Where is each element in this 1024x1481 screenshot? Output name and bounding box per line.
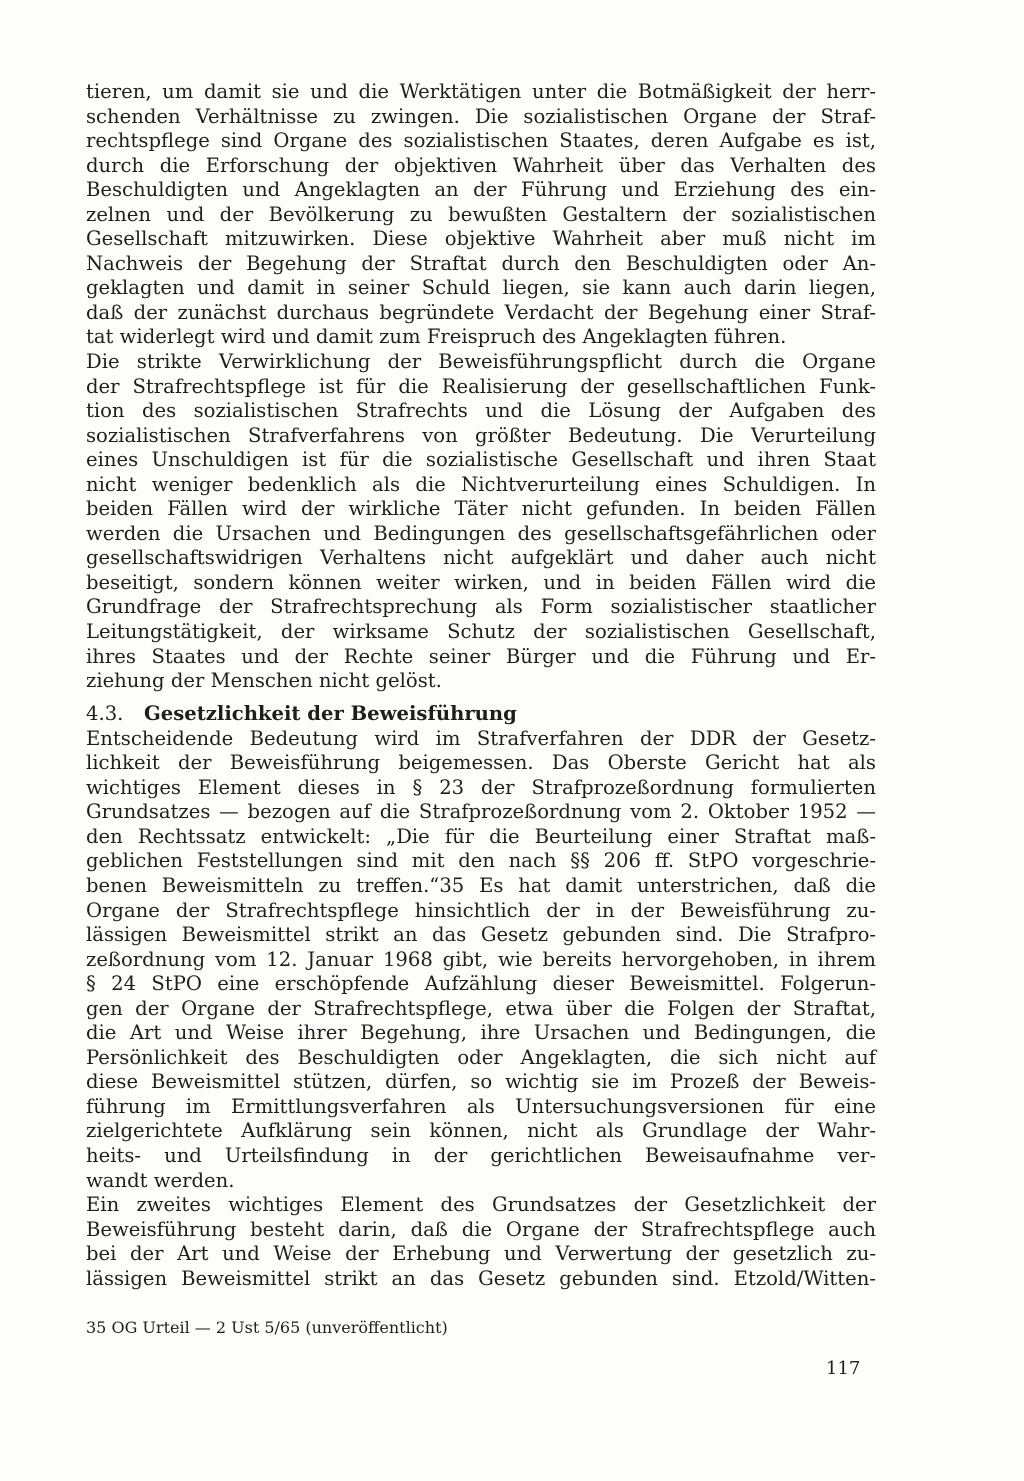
- text-line: ziehung der Menschen nicht gelöst.: [86, 669, 442, 693]
- text-line: zelnen und der Bevölkerung zu bewußten Gestaltern der sozialistischen: [86, 202, 876, 226]
- text-line: Entscheidende Bedeutung wird im Strafverfahren der DDR der Gesetz-: [86, 726, 876, 750]
- text-line: gesellschaftswidrigen Verhaltens nicht aufgeklärt und daher auch nicht: [86, 546, 876, 570]
- text-line: Nachweis der Begehung der Straftat durch den Beschuldigten oder An-: [86, 251, 876, 275]
- text-line: durch die Erforschung der objektiven Wahrheit über das Verhalten des: [86, 153, 876, 177]
- paragraph-2: [86, 350, 876, 694]
- text-line: führung im Ermittlungsverfahren als Untersuchungsversionen für eine: [86, 1094, 876, 1118]
- text-line: beseitigt, sondern können weiter wirken, und in beiden Fällen wird die: [86, 570, 876, 594]
- text-line: heits- und Urteilsfindung in der gerichtlichen Beweisaufnahme ver-: [86, 1143, 876, 1167]
- section-heading: [86, 700, 876, 727]
- text-line: wichtiges Element dieses in § 23 der Strafprozeßordnung formulierten: [86, 775, 876, 799]
- text-line: zeßordnung vom 12. Januar 1968 gibt, wie bereits hervorgehoben, in ihrem: [86, 947, 876, 971]
- text-line: daß der zunächst durchaus begründete Verdacht der Begehung einer Straf-: [86, 300, 876, 324]
- text-line: den Rechtssatz entwickelt: „Die für die Beurteilung einer Straftat maß-: [86, 824, 876, 848]
- text-line: Die strikte Verwirklichung der Beweisführungspflicht durch die Organe: [86, 350, 876, 374]
- text-line: Ein zweites wichtiges Element des Grundsatzes der Gesetzlichkeit der: [86, 1193, 876, 1217]
- section-title: Gesetzlichkeit der Beweisführung: [144, 701, 517, 725]
- text-line: tat widerlegt wird und damit zum Freispruch des Angeklagten führen.: [86, 325, 787, 349]
- paragraph-3: [86, 727, 876, 1193]
- text-line: Leitungstätigkeit, der wirksame Schutz der sozialistischen Gesellschaft,: [86, 620, 876, 644]
- text-line: gen der Organe der Strafrechtspflege, etwa über die Folgen der Straftat,: [86, 996, 876, 1020]
- text-line: sozialistischen Strafverfahrens von größter Bedeutung. Die Verurteilung: [86, 423, 876, 447]
- text-line: lässigen Beweismittel strikt an das Gesetz gebunden sind. Etzold/Witten-: [86, 1266, 876, 1290]
- paragraph-1: [86, 80, 876, 350]
- text-line: Grundfrage der Strafrechtsprechung als Form sozialistischer staatlicher: [86, 595, 876, 619]
- text-line: schenden Verhältnisse zu zwingen. Die sozialistischen Organe der Straf-: [86, 104, 876, 128]
- text-line: geblichen Feststellungen sind mit den nach §§ 206 ff. StPO vorgeschrie-: [86, 849, 876, 873]
- text-line: zielgerichtete Aufklärung sein können, nicht als Grundlage der Wahr-: [86, 1119, 876, 1143]
- text-line: Beschuldigten und Angeklagten an der Führung und Erziehung des ein-: [86, 178, 876, 202]
- text-line: nicht weniger bedenklich als die Nichtverurteilung eines Schuldigen. In: [86, 472, 876, 496]
- footnote: 35 OG Urteil — 2 Ust 5/65 (unveröffentlicht): [86, 1318, 448, 1337]
- paragraph-4: [86, 1193, 876, 1291]
- text-line: tieren, um damit sie und die Werktätigen unter die Botmäßigkeit der herr-: [86, 80, 876, 103]
- text-line: Grundsatzes — bezogen auf die Strafprozeßordnung vom 2. Oktober 1952 —: [86, 800, 876, 824]
- text-line: ihres Staates und der Rechte seiner Bürger und die Führung und Er-: [86, 644, 876, 668]
- body-text: [86, 80, 876, 1291]
- text-line: der Strafrechtspflege ist für die Realisierung der gesellschaftlichen Funk-: [86, 374, 876, 398]
- text-line: geklagten und damit in seiner Schuld liegen, sie kann auch darin liegen,: [86, 276, 876, 300]
- section-number: 4.3.: [86, 701, 124, 725]
- page-number: 117: [826, 1358, 861, 1379]
- text-line: bei der Art und Weise der Erhebung und Verwertung der gesetzlich zu-: [86, 1242, 876, 1266]
- text-line: tion des sozialistischen Strafrechts und die Lösung der Aufgaben des: [86, 399, 876, 423]
- text-line: wandt werden.: [86, 1168, 235, 1192]
- text-line: Beweisführung besteht darin, daß die Organe der Strafrechtspflege auch: [86, 1217, 876, 1241]
- text-line: Organe der Strafrechtspflege hinsichtlich der in der Beweisführung zu-: [86, 898, 876, 922]
- text-line: die Art und Weise ihrer Begehung, ihre Ursachen und Bedingungen, die: [86, 1021, 876, 1045]
- text-line: benen Beweismitteln zu treffen.“35 Es hat damit unterstrichen, daß die: [86, 873, 876, 897]
- text-line: werden die Ursachen und Bedingungen des gesellschaftsgefährlichen oder: [86, 521, 876, 545]
- text-line: lässigen Beweismittel strikt an das Gesetz gebunden sind. Die Strafpro-: [86, 923, 876, 947]
- text-line: diese Beweismittel stützen, dürfen, so wichtig sie im Prozeß der Beweis-: [86, 1070, 876, 1094]
- text-line: rechtspflege sind Organe des sozialistischen Staates, deren Aufgabe es ist,: [86, 129, 876, 153]
- text-line: beiden Fällen wird der wirkliche Täter nicht gefunden. In beiden Fällen: [86, 497, 876, 521]
- text-line: Gesellschaft mitzuwirken. Diese objektive Wahrheit aber muß nicht im: [86, 227, 876, 251]
- text-line: Persönlichkeit des Beschuldigten oder Angeklagten, die sich nicht auf: [86, 1045, 876, 1069]
- text-line: § 24 StPO eine erschöpfende Aufzählung dieser Beweismittel. Folgerun-: [86, 972, 876, 996]
- text-line: eines Unschuldigen ist für die sozialistische Gesellschaft und ihren Staat: [86, 448, 876, 472]
- text-line: lichkeit der Beweisführung beigemessen. Das Oberste Gericht hat als: [86, 751, 876, 775]
